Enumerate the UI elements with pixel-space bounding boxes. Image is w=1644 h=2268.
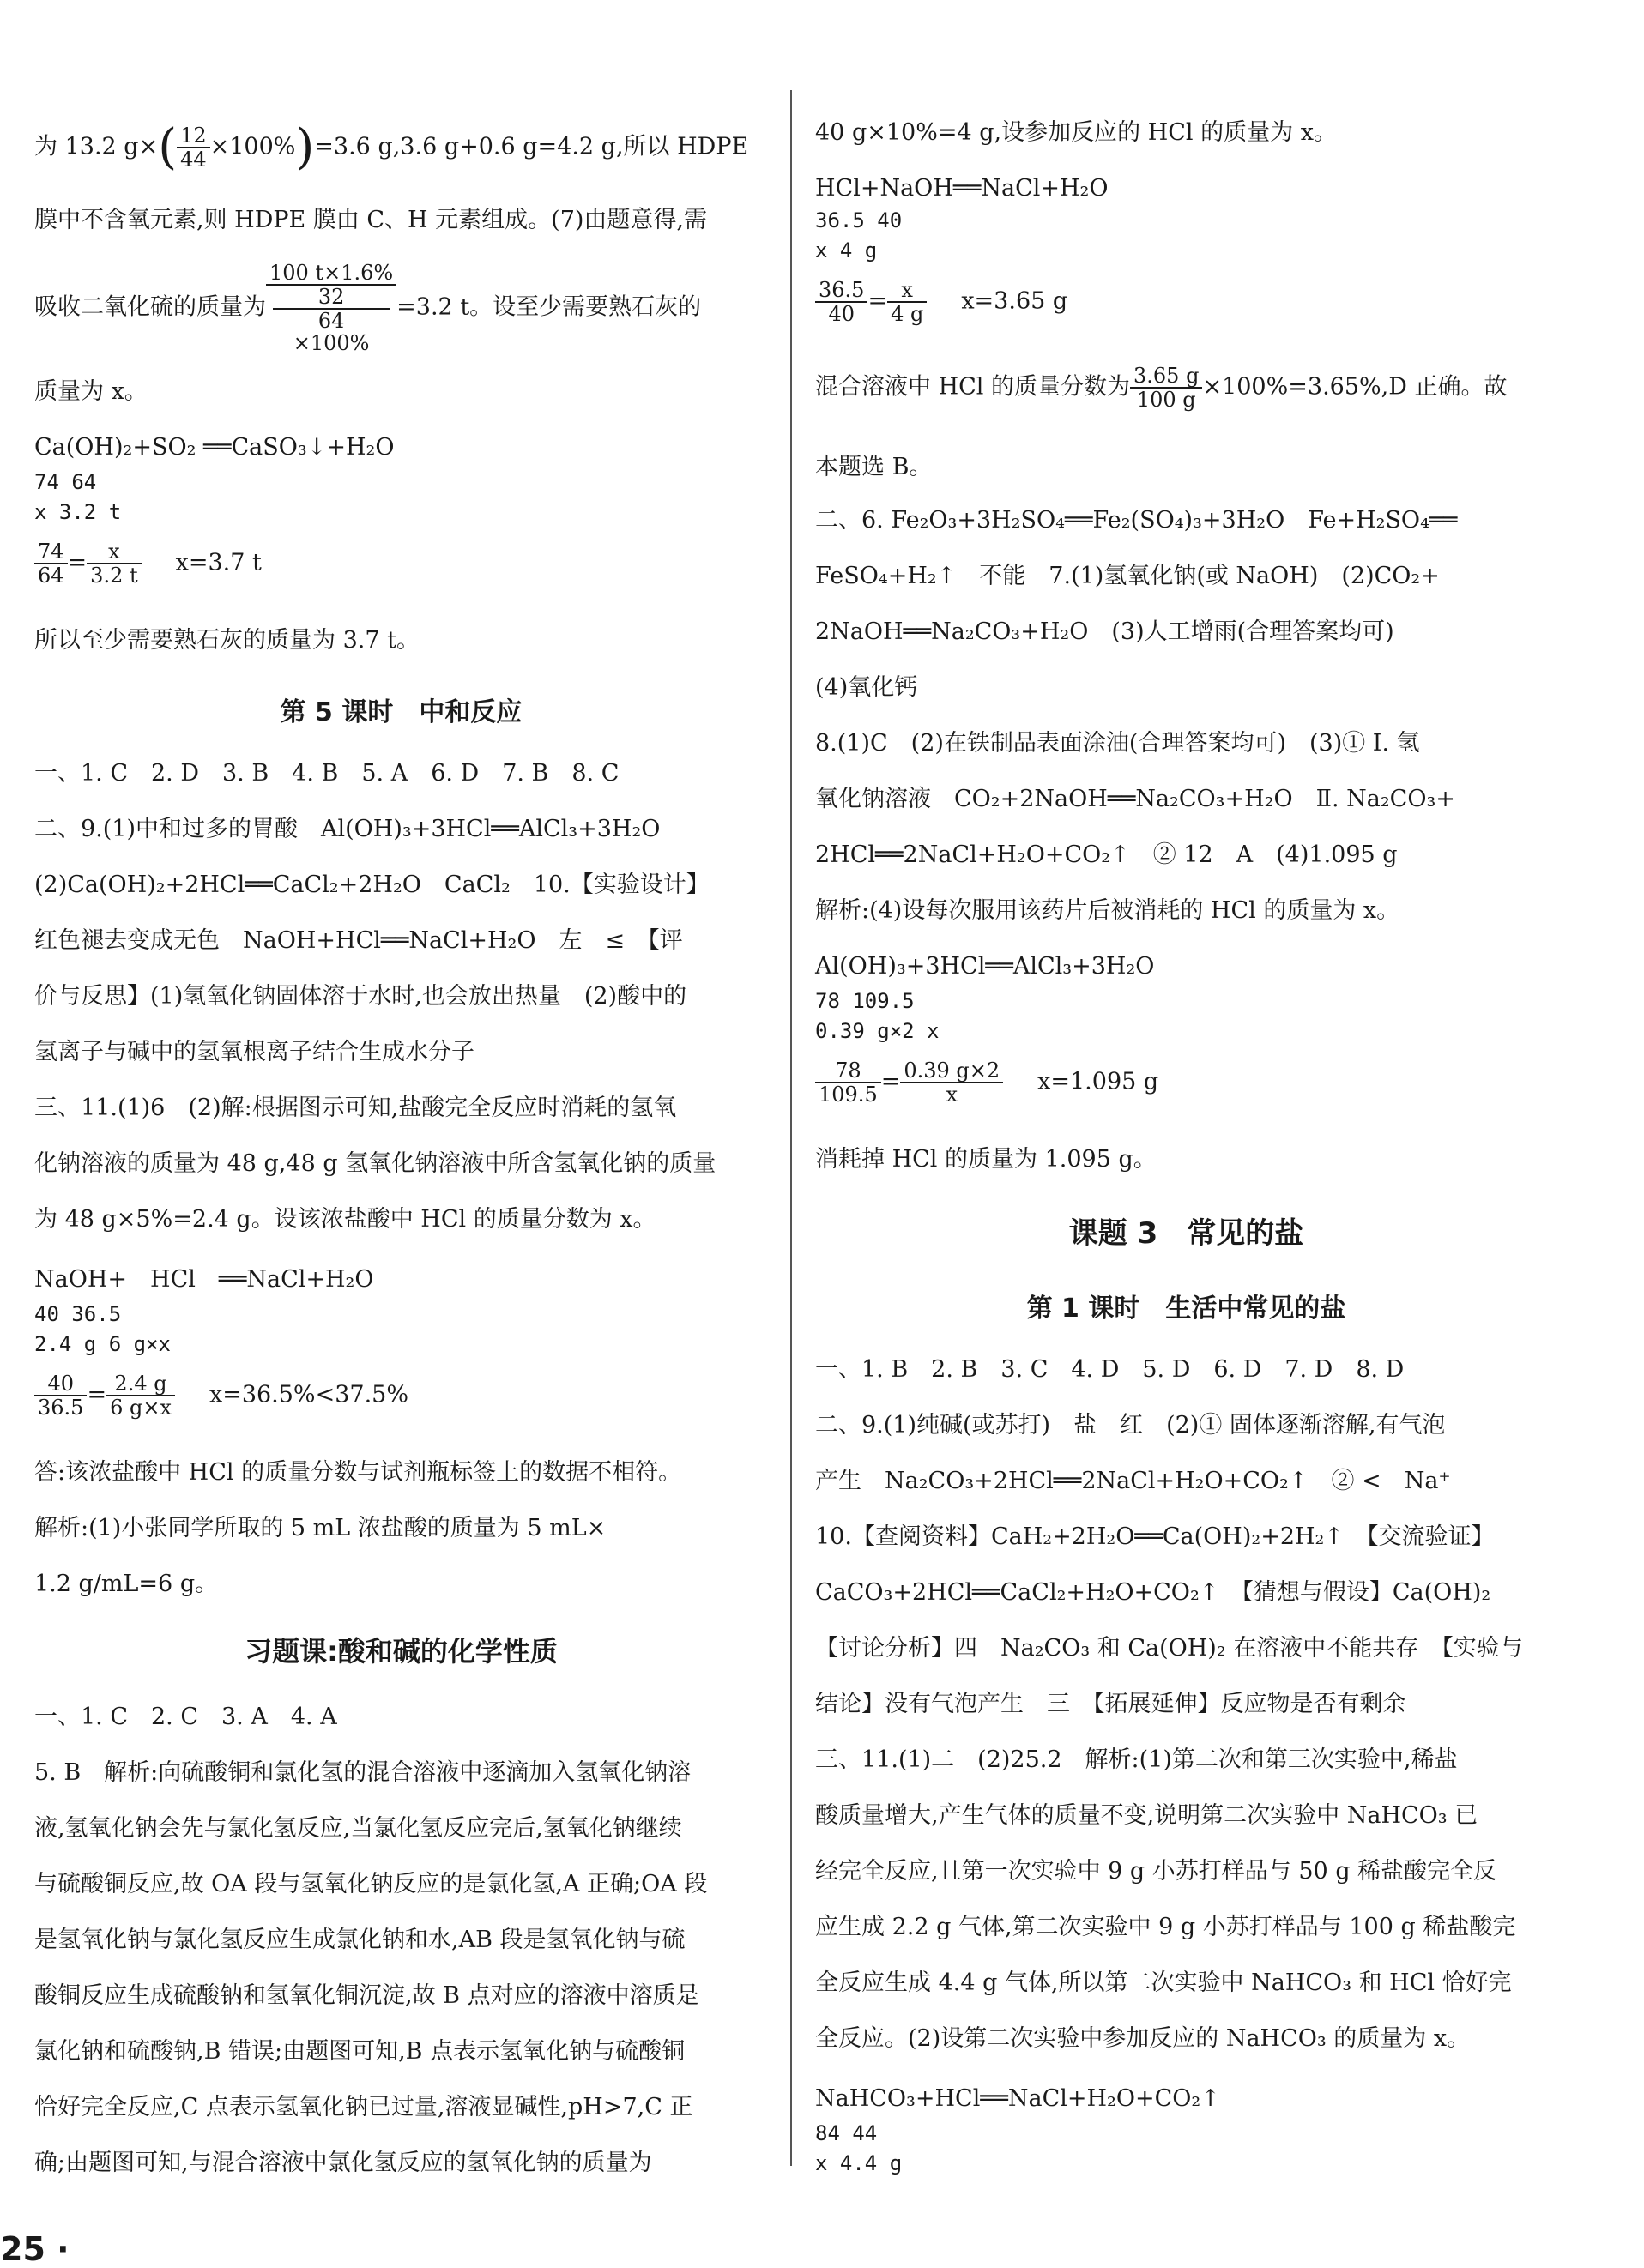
answer-line: 二、9.(1)纯碱(或苏打) 盐 红 (2)① 固体逐渐溶解,有气泡 [815, 1412, 1446, 1439]
answer-line: 一、1. C 2. C 3. A 4. A [34, 1704, 337, 1730]
chemical-equation: Al(OH)₃+3HCl══AlCl₃+3H₂O [815, 953, 1155, 980]
answer-line: 氧化钠溶液 CO₂+2NaOH══Na₂CO₃+H₂O Ⅱ. Na₂CO₃+ [815, 786, 1455, 812]
proportion: $\frac{78}{109.5}$ = $\frac{0.39 g\times 2}{x}$ x=1.095 g [815, 1059, 1158, 1106]
topic-heading: 课题 3 常见的盐 [1068, 1216, 1304, 1251]
answer-line: 价与反思】(1)氢氧化钠固体溶于水时,也会放出热量 (2)酸中的 [34, 983, 687, 1010]
answer-line: 2NaOH══Na₂CO₃+H₂O (3)人工增雨(合理答案均可) [815, 618, 1394, 645]
answer-line: FeSO₄+H₂↑ 不能 7.(1)氢氧化钠(或 NaOH) (2)CO₂+ [815, 563, 1440, 589]
answer-line: 经完全反应,且第一次实验中 9 g 小苏打样品与 50 g 稀盐酸完全反 [815, 1858, 1497, 1885]
page-number: 25 · [0, 2230, 70, 2268]
equation-ratio-row: x 4 g [815, 238, 878, 262]
answer-line: 酸质量增大,产生气体的质量不变,说明第二次实验中 NaHCO₃ 已 [815, 1802, 1478, 1829]
answer-line: 一、1. B 2. B 3. C 4. D 5. D 6. D 7. D 8. D [815, 1356, 1405, 1383]
answer-line: 1.2 g/mL=6 g。 [34, 1571, 219, 1597]
section-heading: 第 5 课时 中和反应 [280, 697, 523, 727]
answer-line: 三、11.(1)二 (2)25.2 解析:(1)第二次和第三次实验中,稀盐 [815, 1746, 1458, 1773]
fraction: $\frac{3.65 g}{100 g}$ [1130, 365, 1202, 411]
answer-line: 液,氢氧化钠会先与氯化氢反应,当氯化氢反应完后,氢氧化钠继续 [34, 1815, 682, 1842]
equation-ratio-row: x 3.2 t [34, 500, 122, 524]
text-line: 本题选 B。 [815, 454, 933, 480]
answer-line: 氢离子与碱中的氢氧根离子结合生成水分子 [34, 1039, 474, 1065]
equation-ratio-row: 78 109.5 [815, 989, 915, 1013]
answer-line: 5. B 解析:向硫酸铜和氯化氢的混合溶液中逐滴加入氢氧化钠溶 [34, 1759, 692, 1786]
proportion: $\frac{36.5}{40}$ = $\frac{x}{4 g}$ x=3.65 g [815, 279, 1067, 325]
answer-line: 酸铜反应生成硫酸钠和氢氧化铜沉淀,故 B 点对应的溶液中溶质是 [34, 1982, 699, 2009]
text-line: 40 g×10%=4 g,设参加反应的 HCl 的质量为 x。 [815, 119, 1337, 146]
chemical-equation: NaOH+ HCl ══NaCl+H₂O [34, 1266, 374, 1293]
equation-ratio-row: x 4.4 g [815, 2151, 903, 2175]
answer-line: 产生 Na₂CO₃+2HCl══2NaCl+H₂O+CO₂↑ ② < Na⁺ [815, 1468, 1451, 1494]
text-line: 消耗掉 HCl 的质量为 1.095 g。 [815, 1146, 1157, 1173]
answer-line: 确;由题图可知,与混合溶液中氯化氢反应的氢氧化钠的质量为 [34, 2150, 652, 2176]
answer-line: 与硫酸铜反应,故 OA 段与氢氧化钠反应的是氯化氢,A 正确;OA 段 [34, 1871, 708, 1897]
equation-ratio-row: 74 64 [34, 470, 97, 494]
equation-ratio-row: 40 36.5 [34, 1302, 122, 1326]
answer-line: 【讨论分析】四 Na₂CO₃ 和 Ca(OH)₂ 在溶液中不能共存 【实验与 [815, 1635, 1523, 1662]
answer-line: 全反应。(2)设第二次实验中参加反应的 NaHCO₃ 的质量为 x。 [815, 2025, 1471, 2052]
equation-ratio-row: 0.39 g×2 x [815, 1019, 940, 1043]
answer-line: 结论】没有气泡产生 三 【拓展延伸】反应物是否有剩余 [815, 1691, 1406, 1717]
equation-ratio-row: 84 44 [815, 2121, 878, 2145]
section-heading: 第 1 课时 生活中常见的盐 [1026, 1294, 1346, 1324]
answer-line: 8.(1)C (2)在铁制品表面涂油(合理答案均可) (3)① Ⅰ. 氢 [815, 730, 1420, 757]
answer-line: 一、1. C 2. D 3. B 4. B 5. A 6. D 7. B 8. C [34, 760, 620, 787]
answer-line: (4)氧化钙 [815, 674, 918, 701]
text-line: 膜中不含氧元素,则 HDPE 膜由 C、H 元素组成。(7)由题意得,需 [34, 207, 708, 233]
column-divider [790, 90, 792, 2166]
answer-line: 答:该浓盐酸中 HCl 的质量分数与试剂瓶标签上的数据不相符。 [34, 1459, 682, 1486]
text-line: 吸收二氧化硫的质量为 100 t×1.6% 32 64 ×100% =3.2 t。设至少需要熟石灰的 [34, 261, 702, 355]
answer-line: 氯化钠和硫酸钠,B 错误;由题图可知,B 点表示氢氧化钠与硫酸铜 [34, 2038, 686, 2065]
answer-line: 三、11.(1)6 (2)解:根据图示可知,盐酸完全反应时消耗的氢氧 [34, 1095, 677, 1121]
equation-ratio-row: 36.5 40 [815, 208, 903, 232]
answer-line: 10.【查阅资料】CaH₂+2H₂O══Ca(OH)₂+2H₂↑ 【交流验证】 [815, 1523, 1495, 1550]
answer-line: 应生成 2.2 g 气体,第二次实验中 9 g 小苏打样品与 100 g 稀盐酸完 [815, 1914, 1516, 1940]
proportion: $\frac{74}{64}$ = $\frac{x}{3.2 t}$ x=3.7 t [34, 540, 262, 587]
answer-line: 红色褪去变成无色 NaOH+HCl══NaCl+H₂O 左 ≤ 【评 [34, 927, 683, 954]
chemical-equation: HCl+NaOH══NaCl+H₂O [815, 175, 1109, 202]
answer-line: 2HCl══2NaCl+H₂O+CO₂↑ ② 12 A (4)1.095 g [815, 841, 1398, 868]
equation-ratio-row: 2.4 g 6 g×x [34, 1332, 171, 1356]
answer-line: 二、6. Fe₂O₃+3H₂SO₄══Fe₂(SO₄)₃+3H₂O Fe+H₂SO₄══ [815, 507, 1458, 534]
chemical-equation: Ca(OH)₂+SO₂ ══CaSO₃↓+H₂O [34, 434, 395, 461]
fraction: $\frac{12}{44}$ [177, 124, 210, 171]
answer-line: 解析:(4)设每次服用该药片后被消耗的 HCl 的质量为 x。 [815, 897, 1400, 924]
section-heading: 习题课:酸和碱的化学性质 [245, 1635, 558, 1668]
answer-line: (2)Ca(OH)₂+2HCl══CaCl₂+2H₂O CaCl₂ 10.【实验设计】 [34, 872, 710, 898]
text-line: 所以至少需要熟石灰的质量为 3.7 t。 [34, 627, 420, 654]
proportion: $\frac{40}{36.5}$ = $\frac{2.4 g}{6 g\times x}$ x=36.5%<37.5% [34, 1372, 408, 1419]
answer-line: 二、9.(1)中和过多的胃酸 Al(OH)₃+3HCl══AlCl₃+3H₂O [34, 816, 661, 842]
chemical-equation: NaHCO₃+HCl══NaCl+H₂O+CO₂↑ [815, 2085, 1220, 2112]
answer-line: 化钠溶液的质量为 48 g,48 g 氢氧化钠溶液中所含氢氧化钠的质量 [34, 1150, 716, 1177]
answer-line: 是氢氧化钠与氯化氢反应生成氯化钠和水,AB 段是氢氧化钠与硫 [34, 1927, 686, 1953]
answer-line: 解析:(1)小张同学所取的 5 mL 浓盐酸的质量为 5 mL× [34, 1515, 607, 1541]
text-line: 为 13.2 g×( $\frac{12}{44}$ ×100%)=3.6 g,3.6 g+0.6 g=4.2 g,所以 HDPE [34, 119, 749, 175]
answer-line: 为 48 g×5%=2.4 g。设该浓盐酸中 HCl 的质量分数为 x。 [34, 1206, 656, 1233]
fraction: 100 t×1.6% 32 64 ×100% [266, 262, 396, 354]
text-line: 混合溶液中 HCl 的质量分数为 $\frac{3.65 g}{100 g}$ ×100%=3.65%,D 正确。故 [815, 364, 1508, 412]
answer-line: 恰好完全反应,C 点表示氢氧化钠已过量,溶液显碱性,pH>7,C 正 [34, 2094, 693, 2120]
answer-line: CaCO₃+2HCl══CaCl₂+H₂O+CO₂↑ 【猜想与假设】Ca(OH)₂ [815, 1579, 1491, 1606]
text-line: 质量为 x。 [34, 378, 148, 405]
answer-line: 全反应生成 4.4 g 气体,所以第二次实验中 NaHCO₃ 和 HCl 恰好完 [815, 1969, 1512, 1996]
